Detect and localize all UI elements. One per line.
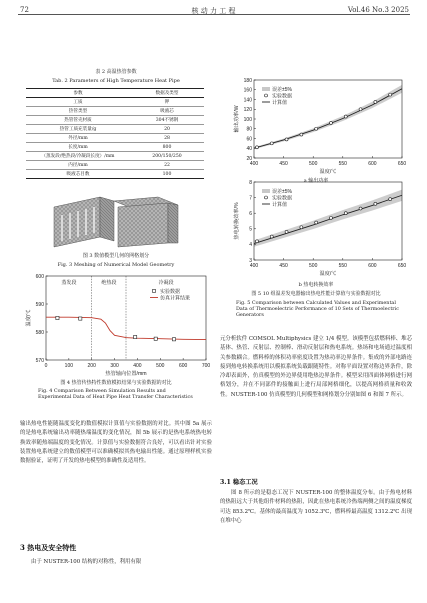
legend-label: 计算值 [272,99,288,106]
table-row [26,134,204,143]
x-tick-label: 300 [110,363,119,369]
legend-swatch [153,289,156,292]
data-point [359,108,362,111]
legend-swatch [262,87,270,91]
table-cell: 22 [130,161,204,170]
fig5a-chart [220,76,412,180]
table2-caption-en: Tab. 2 Parameters of High Temperature Heat Pipe [52,78,180,84]
legend-label: 实验数据 [272,93,293,100]
data-point [315,127,318,130]
fig3-caption-en: Fig. 3 Meshing of Numerical Model Geometry [57,262,175,268]
y-tick-label: 600 [35,273,44,280]
x-tick-label: 600 [368,161,377,167]
x-tick-label: 100 [64,363,74,369]
table-cell: 800 [130,143,204,152]
y-tick-label: 580 [35,329,44,336]
table-cell: 长度/mm [26,143,130,152]
legend-label: 计算值 [272,201,288,208]
y-tick-label: 4 [249,242,252,249]
table-row [26,152,204,161]
table-row [26,143,204,152]
fig3-caption-cn: 图 3 数值模型几何的网格划分 [82,253,150,259]
data-point [300,133,303,136]
table-cell: 304不锈钢 [130,116,204,125]
legend-label: 实验数据 [272,195,293,202]
y-axis-label: 热电转换效率/% [234,202,240,240]
x-tick-label: 550 [338,161,347,167]
y-tick-label: 3 [249,257,252,264]
y-tick-label: 20 [246,155,252,162]
data-point [56,316,59,319]
y-tick-label: 6 [249,211,252,217]
table2-caption-cn: 表 2 高温热管参数 [95,69,137,75]
data-point [270,235,273,238]
journal-name: 核 动 力 工 程 [191,7,236,15]
y-tick-label: 60 [246,136,252,143]
table-header-row [26,89,204,98]
x-axis-label: 温度/℃ [319,271,337,277]
data-point [374,202,377,205]
x-tick-label: 600 [178,363,188,369]
x-tick-label: 550 [338,263,347,269]
table-cell: 20 [130,125,204,134]
y-tick-label: 120 [243,107,252,114]
y-tick-label: 5 [249,226,252,233]
fig4-chart [20,272,216,380]
x-tick-label: 400 [133,363,142,369]
table-cell: 吸液芯目数 [26,170,130,179]
section-3-1-title: 3.1 稳态工况 [220,479,258,486]
legend-swatch [265,196,268,199]
x-tick-label: 500 [309,161,318,167]
data-point [389,93,392,96]
volume-info: Vol.46 No.3 2025 [347,6,409,14]
y-tick-label: 40 [246,146,252,153]
x-tick-label: 0 [44,363,48,369]
y-axis-label: 输出功率/W [234,105,240,133]
table-cell: 钾 [130,98,204,107]
table-row [26,161,204,170]
section-3-title: 3 热电及安全特性 [20,543,77,552]
data-point [389,198,392,201]
header-rule [18,14,410,15]
fig3-mesh-image [48,193,184,251]
x-tick-label: 650 [397,263,407,269]
legend-label: 误差±5% [272,86,292,93]
region-label: 冷凝段 [158,280,174,286]
x-axis-label: 温度/℃ [319,169,337,175]
data-point [300,226,303,229]
y-tick-label: 570 [35,357,44,364]
data-point [285,138,288,141]
data-point [344,115,347,118]
legend-label: 实验数据 [160,288,181,295]
data-point [315,221,318,224]
table-row [26,170,204,179]
region-label: 绝热段 [101,280,117,286]
table-cell: 外径/mm [26,134,130,143]
x-tick-label: 650 [397,161,407,167]
table-row [26,125,204,134]
y-axis-label: 温度/℃ [26,309,32,327]
x-tick-label: 450 [279,263,288,269]
table-cell: 吸液芯 [130,107,204,116]
y-tick-label: 80 [246,126,252,133]
x-tick-label: 200 [87,363,96,369]
right-paragraph-2: 图 8 所示的是稳态工况下 NUSTER-100 的整体温度分布。由于热电材料的热阻远大于其他组件材料的热阻，因此在热电系统冷热端两侧之间的温度梯度可达 853.2℃。基体的最高温度为 1052.3℃，燃料棒最高温度 1312.2℃ 出现在堆中心 [220,490,412,524]
x-tick-label: 500 [156,363,165,369]
fig4-caption-en: Fig. 4 Comparison Between Simulation Results and Experimental Data of Heat Pipe Heat Transfer Characteristics [38,388,193,400]
data-point [255,146,258,149]
page-number: 72 [20,6,29,14]
fig5b-chart [220,178,412,282]
x-axis-label: 热管轴向位置/mm [105,371,147,377]
y-tick-label: 160 [243,87,252,94]
data-point [255,240,258,243]
table-cell: 热管管壳材质 [26,116,130,125]
table-header-cell: 数据及类型 [130,89,204,98]
data-point [154,337,157,340]
y-tick-label: 8 [249,179,252,186]
section-3-first-line: 由于 NUSTER-100 结构的对称性，利用有限 [31,559,142,565]
y-tick-label: 100 [243,116,252,123]
x-tick-label: 600 [368,263,377,269]
fig5-caption-en: Fig. 5 Comparison between Calculated Values and Experimental Data of Thermoelectric Performance of 10 Sets of Thermoelectric Generators [236,300,399,318]
table-row [26,98,204,107]
legend-label: 误差±5% [272,188,292,195]
table-cell: 100 [130,170,204,179]
right-paragraph: 元分析软件 COMSOL Multiphysics 建立 1/4 模型。该模型包括燃料棒、堆芯基体、热管、反射层、控制棒、滑动反射层和热电系统。热场和电场通过温度相关参数耦合。燃料棒的体积功率密度设置为热功率边界条件。集成的外部电路连接到热电转换系统用以模拟系统负载跟随特性。对称平面设置对称边界条件，除冷却表面外，仿真模型的外边界使用绝热边界条件。模型采用四面体网格进行网格划分，并在不同部件的接触面上进行局部网格细化，以提高网格质量和收敛性。NUSTER-100 仿真模型的几何模型和网格划分分别如图 6 和图 7 所示。 [220,336,412,398]
left-paragraph: 输出热电性能随温度变化的数值模拟计算值与实验数据的对比。其中图 5a 展示的是热电系统输出功率随热端温度的变化情况，图 5b 展示的是热电系统热电转换效率随热端温度的变化情况。计算值与实验数据符合良好，可以看出针对实验装置热电系统建立的数值模型可以准确模拟其热电输出性能。通过原理样机实验数据验证，证明了开发的热电模型的准确性及适用性。 [20,421,212,465]
fig5b-sublabel: b 热电转换效率 [298,282,334,288]
y-tick-label: 180 [243,77,252,84]
table-cell: （蒸发段/绝热段/冷凝段长度）/mm [26,152,130,161]
y-tick-label: 7 [249,195,252,202]
table-cell: 内径/mm [26,161,130,170]
x-tick-label: 500 [309,263,318,269]
legend-swatch [265,94,268,97]
fig5-caption-cn: 图 5 10 组温差发电器输出热电性能计算值与实验数据对比 [251,291,381,297]
data-point [172,338,175,341]
x-tick-label: 400 [249,263,259,269]
table-header-cell: 参数 [26,89,130,98]
data-point [134,335,137,338]
data-point [270,142,273,145]
data-point [79,317,82,320]
legend-swatch [262,189,270,193]
fig5a-sublabel: a 输出功率 [303,178,329,184]
data-point [285,230,288,233]
table-cell: 热管工质充装量/g [26,125,130,134]
data-point [329,121,332,124]
fig4-caption-cn: 图 4 热管传热特性数值模拟结果与实验数据的对比 [60,380,172,386]
x-tick-label: 450 [279,161,288,167]
table-cell: 200/150/250 [130,152,204,161]
table-row [26,107,204,116]
y-tick-label: 140 [243,97,252,104]
table2 [26,88,204,179]
x-tick-label: 400 [249,161,259,167]
y-tick-label: 590 [35,301,44,308]
region-label: 蒸发段 [61,280,77,286]
table-row [26,116,204,125]
data-point [374,100,377,103]
table-cell: 28 [130,134,204,143]
x-tick-label: 700 [201,363,211,369]
table-cell: 热管类型 [26,107,130,116]
table-cell: 工质 [26,98,130,107]
data-point [329,216,332,219]
data-point [344,212,347,215]
legend-label: 仿真计算结果 [160,295,191,302]
data-point [359,207,362,210]
